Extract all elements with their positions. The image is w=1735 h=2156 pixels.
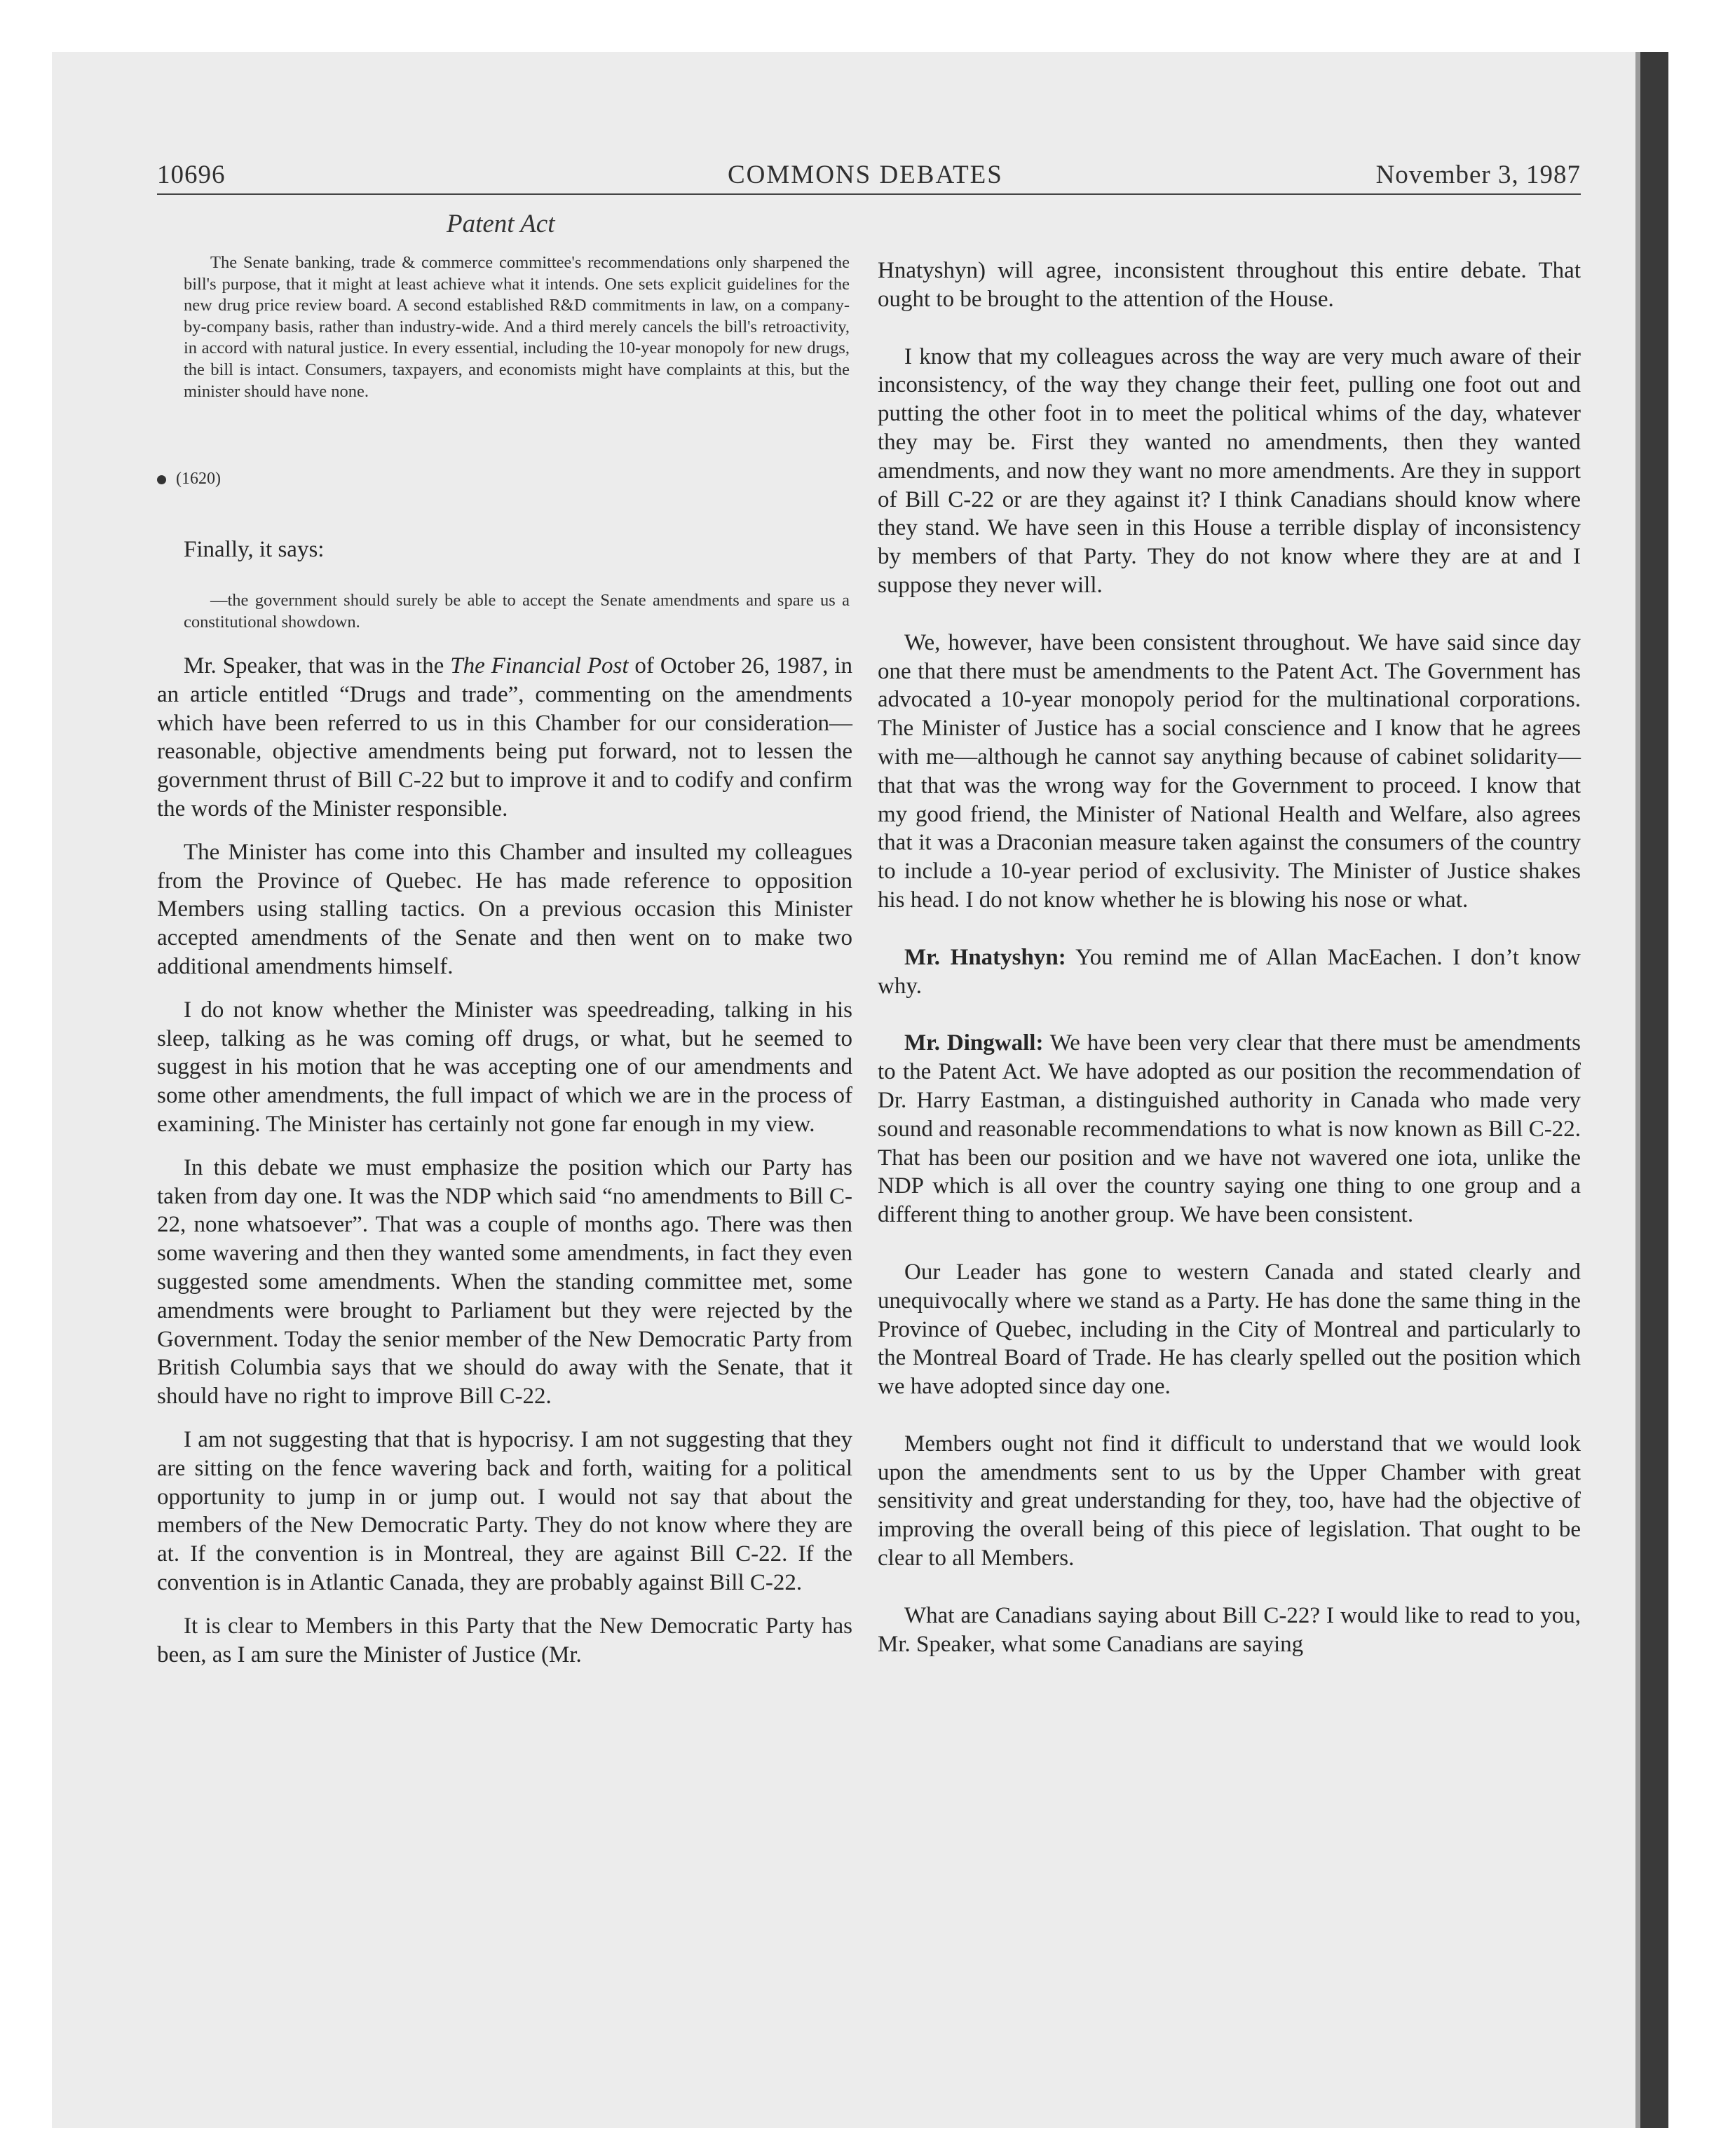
paragraph: Hnatyshyn) will agree, inconsistent throughout this entire debate. That ought to be brought to the attention of the House. [878, 258, 1581, 312]
publication-date: November 3, 1987 [1375, 161, 1581, 189]
speaker-name: Mr. Dingwall: [904, 1030, 1044, 1056]
publication-name: The Financial Post [450, 653, 629, 678]
paragraph [878, 1029, 1581, 1229]
paragraph: We, however, have been consistent throughout. We have said since day one that there must be amendments to the Patent Act. The Government has advocated a 10-year monopoly period for the multinational corporations. The Minister of Justice has a social conscience and I know that he agrees with me—although he cannot say anything because of cabinet solidarity—that that was the wrong way for the Government to proceed. I know that my good friend, the Minister of National Health and Welfare, also agrees that it was a Draconian measure taken against the consumers of the country to include a 10-year period of exclusivity. The Minister of Justice shakes his head. I do not know whether he is blowing his nose or what. [878, 629, 1581, 913]
speaker-name: Mr. Hnatyshyn: [904, 944, 1066, 970]
paragraph-text: You remind me of Allan MacEachen. I don’t know why. [878, 944, 1581, 999]
paragraph: I do not know whether the Minister was speedreading, talking in his sleep, talking as he was coming off drugs, or what, but he seemed to suggest in his motion that he was accepting one of our amendments and some other amendments, the full impact of which we are in the process of examining. The Minister has certainly not gone far enough in my view. [157, 997, 852, 1137]
page-number: 10696 [157, 161, 226, 189]
time-marker [157, 470, 221, 489]
left-column [157, 652, 852, 1684]
paragraph [878, 943, 1581, 1001]
time-marker-text: (1620) [176, 470, 221, 488]
header-rule [157, 193, 1581, 195]
section-title: Patent Act [447, 210, 555, 238]
paragraph: It is clear to Members in this Party that the New Democratic Party has been, as I am sure the Minister of Justice (Mr. [157, 1613, 852, 1667]
quote-text: The Senate banking, trade & commerce committee's recommendations only sharpened the bill's purpose, that it might at least achieve what it intends. One sets explicit guidelines for the new drug price review board. A second established R&D commitments in law, on a company-by-company basis, rather than industry-wide. And a third merely cancels the bill's retroactivity, in accord with natural justice. In every essential, including the 10-year monopoly for new drugs, the bill is intact. Consumers, taxpayers, and economists might have complaints at this, but the minister should have none. [184, 253, 850, 401]
paragraph: I am not suggesting that that is hypocrisy. I am not suggesting that they are sitting on the fence wavering back and forth, waiting for a political opportunity to jump in or jump out. I would not say that about the members of the New Democratic Party. They do not know where they are at. If the convention is in Montreal, they are against Bill C-22. If the convention is in Atlantic Canada, they are probably against Bill C-22. [157, 1426, 852, 1595]
paragraph: Our Leader has gone to western Canada and stated clearly and unequivocally where we stand as a Party. He has done the same thing in the Province of Quebec, including in the City of Montreal and particularly to the Montreal Board of Trade. He has clearly spelled out the position which we have adopted since day one. [878, 1259, 1581, 1400]
right-column [878, 257, 1581, 1687]
paragraph-text: of October 26, 1987, in an article entitled “Drugs and trade”, commenting on the amendments which have been referred to us in this Chamber for our consideration—reasonable, objective amendments being put forward, not to lessen the government thrust of Bill C-22 but to improve it and to codify and confirm the words of the Minister responsible. [157, 653, 852, 821]
paragraph-text: Mr. Speaker, that was in the [184, 653, 451, 678]
quote-text: —the government should surely be able to accept the Senate amendments and spare us a constitutional showdown. [184, 591, 850, 632]
quoted-passage-1 [184, 252, 850, 402]
paragraph: Members ought not find it difficult to understand that we would look upon the amendments sent to us by the Upper Chamber with great sensitivity and great understanding for they, too, have had the objective of improving the overall being of this piece of legislation. That ought to be clear to all Members. [878, 1431, 1581, 1571]
publication-title: COMMONS DEBATES [728, 161, 1003, 189]
quoted-passage-2 [184, 590, 850, 633]
paragraph-text: We have been very clear that there must be amendments to the Patent Act. We have adopted as our position the recommendation of Dr. Harry Eastman, a distinguished authority in Canada who made very sound and reasonable recommendations to what is now known as Bill C-22. That has been our position and we have not wavered one iota, unlike the NDP which is all over the country saying one thing to one group and a different thing to another group. We have been consistent. [878, 1030, 1581, 1228]
paragraph: What are Canadians saying about Bill C-22? I would like to read to you, Mr. Speaker, what some Canadians are saying [878, 1602, 1581, 1657]
paragraph: The Minister has come into this Chamber and insulted my colleagues from the Province of Quebec. He has made reference to opposition Members using stalling tactics. On a previous occasion this Minister accepted amendments of the Senate and then went on to make two additional amendments himself. [157, 839, 852, 979]
paragraph: In this debate we must emphasize the position which our Party has taken from day one. It was the NDP which said “no amendments to Bill C-22, none whatsoever”. That was a couple of months ago. There was then some wavering and then they wanted some amendments, in fact they even suggested some amendments. When the standing committee met, some amendments were brought to Parliament but they were rejected by the Government. Today the senior member of the New Democratic Party from British Columbia says that we should do away with the Senate, that it should have no right to improve Bill C-22. [157, 1154, 852, 1410]
paragraph [157, 652, 852, 824]
bullet-dot-icon [157, 475, 166, 484]
paragraph: I know that my colleagues across the way are very much aware of their inconsistency, of the way they change their feet, pulling one foot out and putting the other foot in to meet the political whims of the day, whatever they may be. First they wanted no amendments, then they wanted amendments, and now they want no more amendments. Are they in support of Bill C-22 or are they against it? I think Canadians should know where they stand. We have seen in this House a terrible display of inconsistency by members of that Party. They do not know where they are at and I suppose they never will. [878, 343, 1581, 598]
scan-edge [1640, 52, 1668, 2128]
finally-line: Finally, it says: [184, 537, 325, 562]
